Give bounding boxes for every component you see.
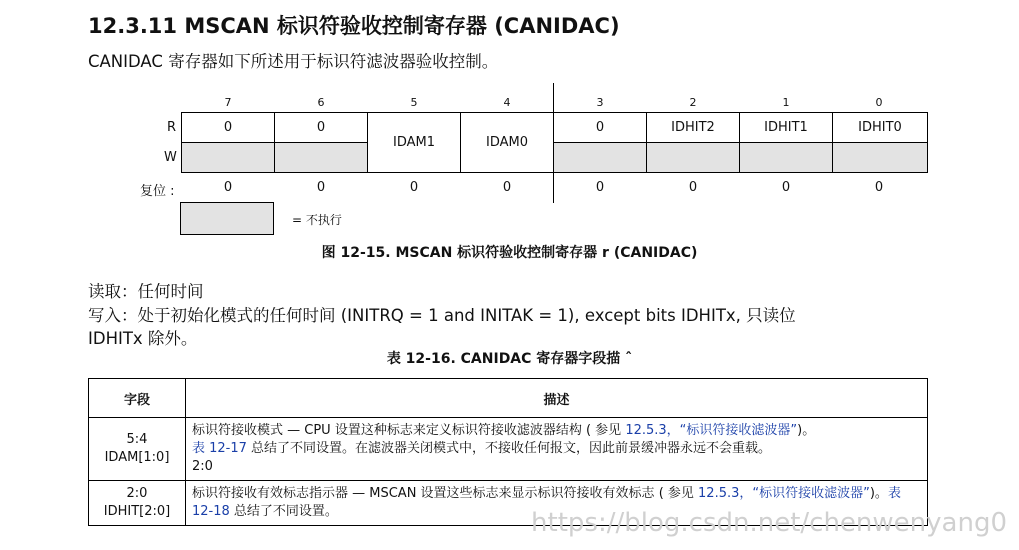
intro-text: CANIDAC 寄存器如下所述用于标识符滤波器验收控制。: [88, 52, 499, 71]
desc-text: 总结了不同设置。: [229, 504, 338, 519]
header-field: 字段: [89, 379, 186, 418]
reset-value: 0: [502, 180, 512, 195]
register-cell-idhit0: IDHIT0: [832, 112, 928, 143]
bit-number: 7: [224, 96, 232, 109]
bit-number: 1: [782, 96, 790, 109]
reset-value: 0: [595, 180, 605, 195]
bit-number: 2: [689, 96, 697, 109]
bit-number: 5: [410, 96, 418, 109]
bit-number: 0: [875, 96, 883, 109]
write-access-text: 写入：处于初始化模式的任何时间 (INITRQ = 1 and INITAK = 1), except bits IDHITx, 只读位: [88, 306, 796, 325]
register-cell-idhit1: IDHIT1: [739, 112, 833, 143]
cross-reference-link[interactable]: 12.5.3，“标识符接收滤波器”: [625, 423, 798, 438]
register-cell-r7: 0: [181, 112, 275, 143]
desc-text: 标识符接收模式 — CPU 设置这种标志来定义标识符接收滤波器结构 ( 参见: [192, 423, 626, 438]
description-cell: [186, 418, 928, 481]
section-heading: 12.3.11 MSCAN 标识符验收控制寄存器 (CANIDAC): [88, 14, 620, 38]
table-reference-link[interactable]: 表 12-18: [192, 486, 901, 519]
read-access-text: 读取：任何时间: [88, 282, 204, 301]
desc-text: 标识符接收有效标志指示器 — MSCAN 设置这些标志来显示标识符接收有效标志 ( 参见: [192, 486, 699, 501]
register-cell-idhit2: IDHIT2: [646, 112, 740, 143]
bit-number: 4: [503, 96, 511, 109]
reset-row-label: 复位 :: [140, 184, 175, 199]
field-cell: [89, 481, 186, 526]
register-cell-r6: 0: [274, 112, 368, 143]
watermark: https://blog.csdn.net/chenwenyang0: [531, 508, 1007, 538]
header-description: 描述: [186, 379, 928, 418]
reset-value: 0: [223, 180, 233, 195]
reset-value: 0: [409, 180, 419, 195]
figure-caption: 图 12-15. MSCAN 标识符验收控制寄存器 r (CANIDAC): [321, 245, 698, 261]
field-bits: 5:4: [126, 432, 148, 447]
reset-value: 0: [874, 180, 884, 195]
register-cell-w0: [832, 142, 928, 173]
desc-text: 2:0: [192, 459, 213, 474]
write-access-text-cont: IDHITx 除外。: [88, 329, 198, 348]
register-cell-w2: [646, 142, 740, 173]
legend-text: = 不执行: [292, 213, 342, 227]
register-cell-idam0: IDAM0: [460, 112, 554, 173]
reset-value: 0: [316, 180, 326, 195]
legend-swatch: [180, 202, 274, 235]
register-cell-w3: [553, 142, 647, 173]
desc-text: 总结了不同设置。在滤波器关闭模式中，不接收任何报文，因此前景缓冲器永远不会重载。: [246, 441, 772, 456]
register-cell-r3: 0: [553, 112, 647, 143]
register-cell-w6: [274, 142, 368, 173]
field-name: IDAM[1:0]: [104, 450, 170, 465]
read-row-label: R: [167, 120, 177, 135]
reset-value: 0: [688, 180, 698, 195]
cross-reference-link[interactable]: 12.5.3，“标识符接收滤波器”: [698, 486, 870, 501]
desc-text: )。: [797, 423, 816, 438]
field-description-table: [88, 378, 928, 526]
table-caption: 表 12-16. CANIDAC 寄存器字段描 ˆ: [386, 351, 633, 367]
write-row-label: W: [164, 150, 177, 165]
table-header-row: [89, 379, 928, 418]
table-reference-link[interactable]: 表 12-17: [192, 441, 247, 456]
register-cell-w1: [739, 142, 833, 173]
table-row: [89, 418, 928, 481]
reset-value: 0: [781, 180, 791, 195]
field-name: IDHIT[2:0]: [103, 504, 171, 519]
desc-text: )。: [869, 486, 888, 501]
bit-number: 6: [317, 96, 325, 109]
field-cell: [89, 418, 186, 481]
field-bits: 2:0: [126, 486, 148, 501]
bit-number: 3: [596, 96, 604, 109]
register-cell-idam1: IDAM1: [367, 112, 461, 173]
register-cell-w7: [181, 142, 275, 173]
